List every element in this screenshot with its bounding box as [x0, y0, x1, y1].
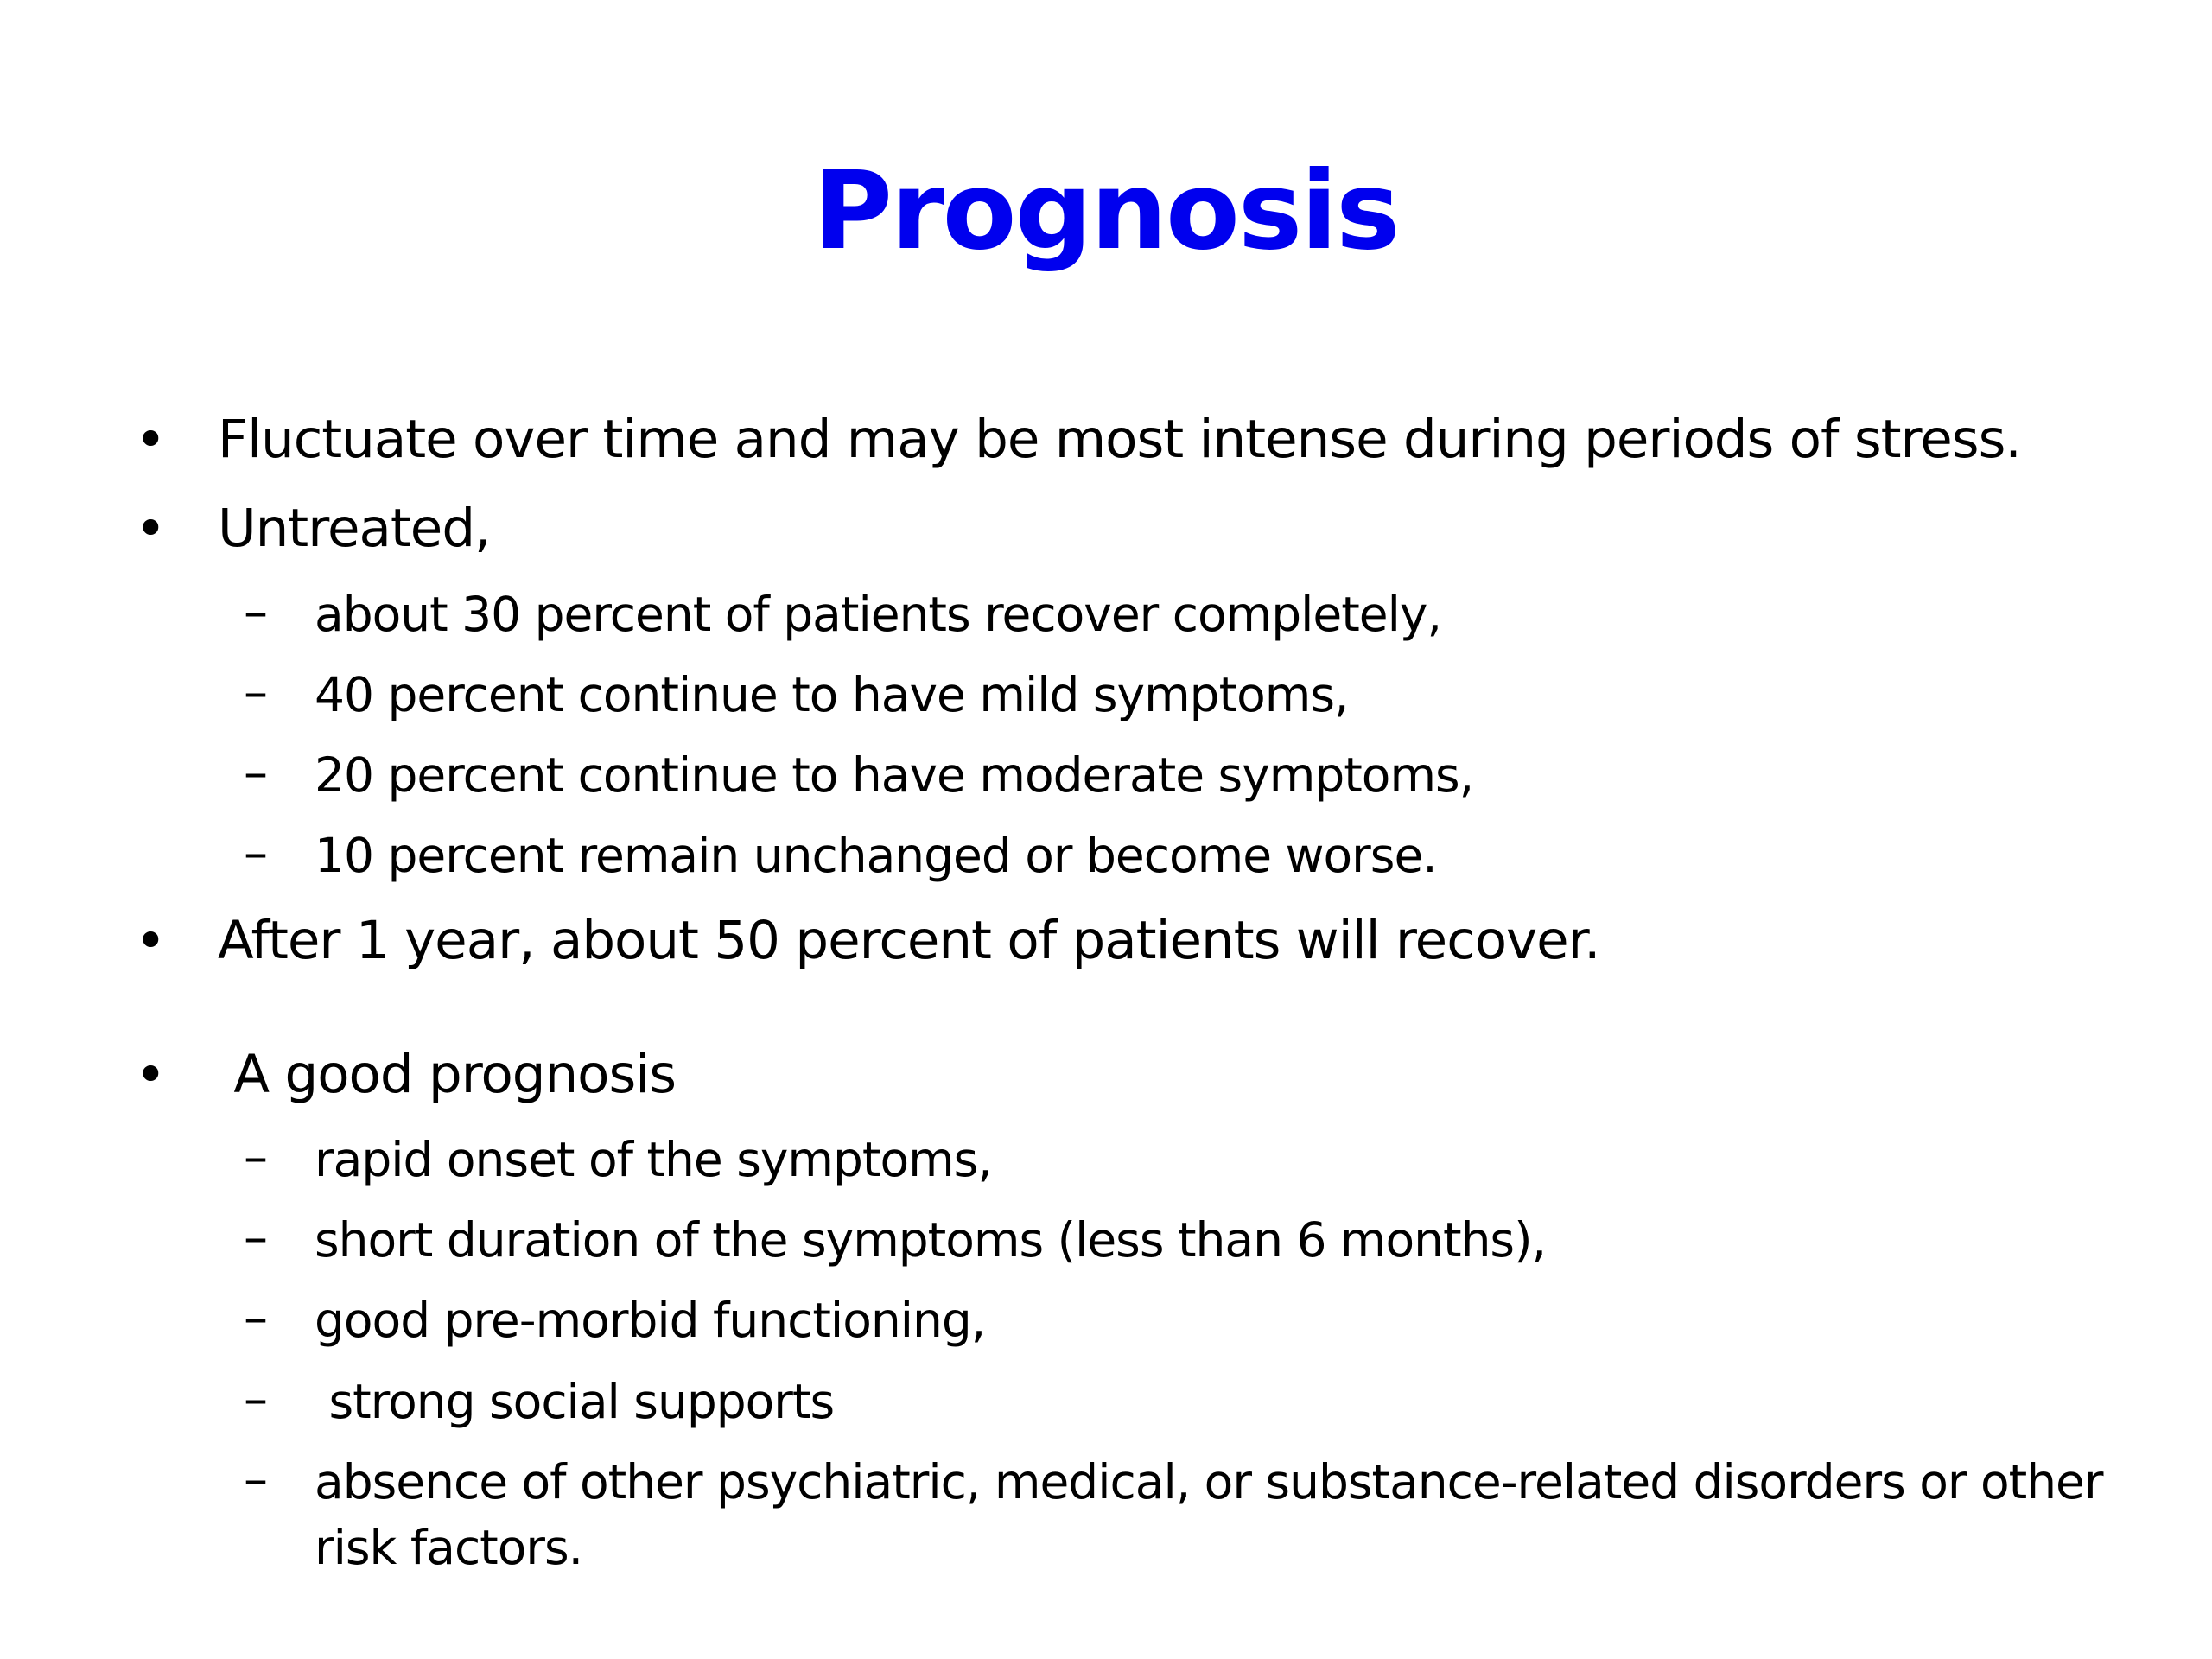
sub-bullet-text: short duration of the symptoms (less than 6 months), [315, 1212, 1547, 1268]
dash-marker: – [244, 1290, 268, 1346]
dash-marker: – [244, 664, 268, 721]
dash-marker: – [244, 584, 268, 640]
bullet-marker: • [135, 408, 167, 471]
slide-title: Prognosis [813, 149, 1399, 274]
sub-bullet-text: good pre-morbid functioning, [315, 1293, 986, 1348]
sub-bullet-text: rapid onset of the symptoms, [315, 1132, 992, 1187]
sub-bullet-text: 20 percent continue to have moderate symptoms, [315, 747, 1474, 803]
sub-bullet-text: 10 percent remain unchanged or become worse. [315, 828, 1437, 883]
sub-bullet-text: 40 percent continue to have mild symptoms, [315, 667, 1349, 722]
bullet-text: After 1 year, about 50 percent of patients will recover. [218, 910, 1600, 971]
bullet-text: Untreated, [218, 498, 491, 559]
bullet-marker: • [135, 497, 167, 560]
bullet-text: A good prognosis [218, 1044, 676, 1105]
dash-marker: – [244, 1129, 268, 1185]
sub-bullet-text: absence of other psychiatric, medical, or substance-related disorders or other risk factors. [315, 1454, 2103, 1575]
dash-marker: – [244, 745, 268, 801]
sub-bullet-text: about 30 percent of patients recover completely, [315, 587, 1441, 642]
bullet-marker: • [135, 909, 167, 972]
sub-bullet-text: strong social supports [315, 1374, 835, 1429]
dash-marker: – [244, 1452, 268, 1508]
dash-marker: – [244, 1371, 268, 1427]
bullet-marker: • [135, 1043, 167, 1106]
bullet-text: Fluctuate over time and may be most intense during periods of stress. [218, 409, 2021, 470]
dash-marker: – [244, 1210, 268, 1266]
dash-marker: – [244, 825, 268, 881]
